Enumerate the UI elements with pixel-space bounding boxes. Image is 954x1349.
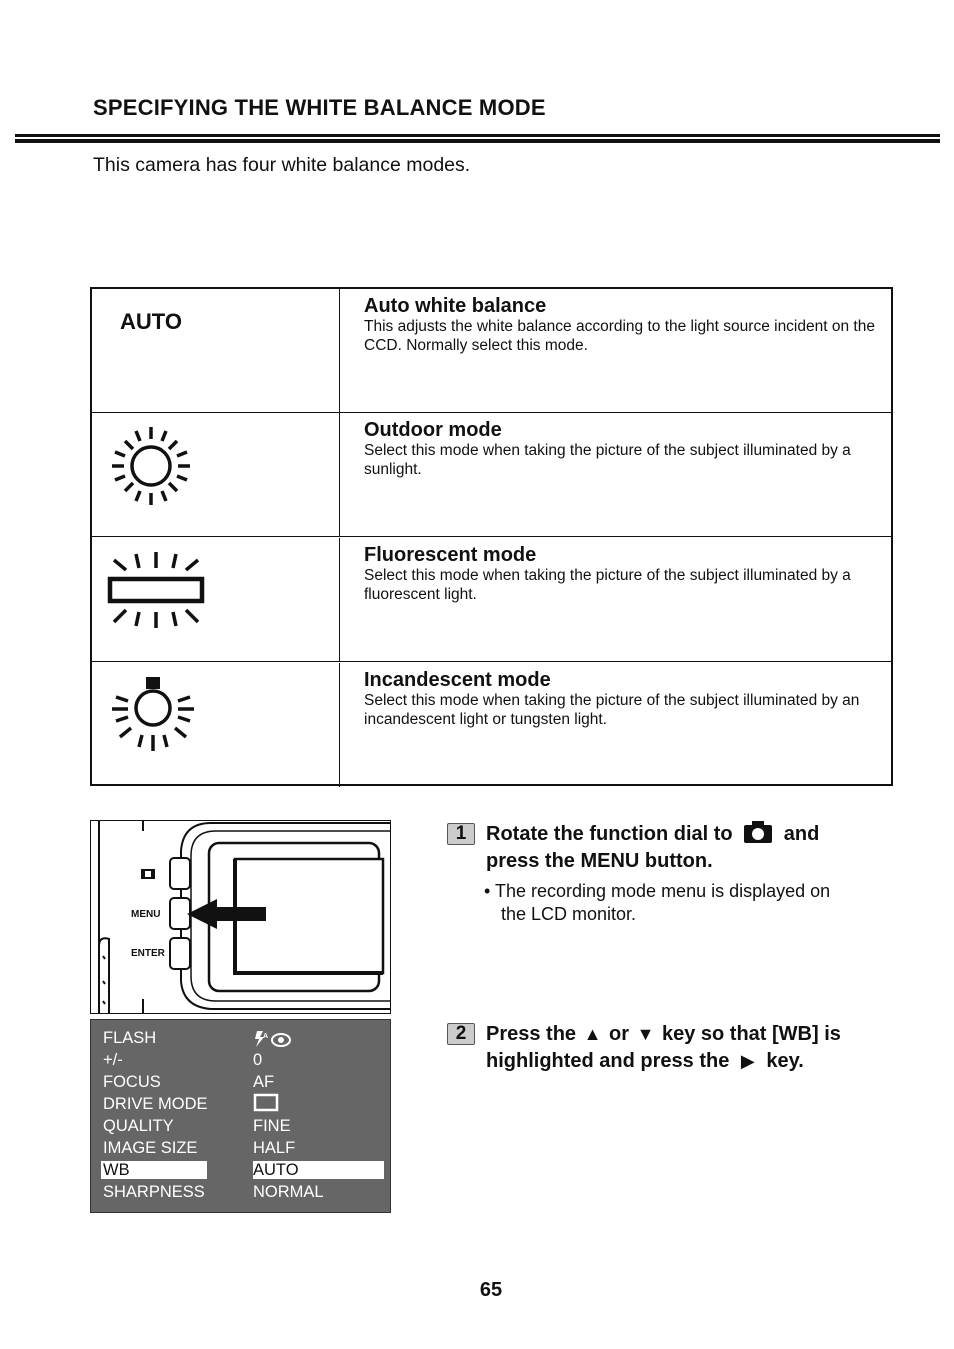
menu-row [91,1115,390,1137]
svg-text:A: A [263,1033,269,1040]
wb-mode-title: Outdoor mode [364,419,502,441]
menu-row [91,1181,390,1203]
white-balance-table [90,287,893,786]
step-number: 1 [447,823,475,845]
title-rule-thick [15,139,940,143]
camera-icon [744,821,772,851]
step-2-text-line2 [486,1048,804,1075]
wb-icon-cell [92,413,340,536]
wb-row-outdoor [92,413,891,537]
menu-key: QUALITY [103,1117,174,1135]
up-arrow-icon: ▲ [583,1024,602,1044]
wb-icon-cell [92,289,340,412]
step-text: Rotate the function dial to [486,823,733,845]
wb-mode-description: This adjusts the white balance according to the light source incident on the CCD. Normally select this mode. [364,318,875,354]
wb-mode-title: Auto white balance [364,295,547,317]
menu-key: WB [101,1161,207,1179]
step-1-text [486,821,819,851]
page-title: SPECIFYING THE WHITE BALANCE MODE [93,95,546,120]
page-number: 65 [479,1279,503,1301]
wb-row-fluorescent [92,538,891,662]
menu-row [91,1093,390,1115]
wb-row-incandescent [92,663,891,787]
step-text: Press the [486,1023,577,1045]
step-text: highlighted and press the [486,1050,730,1072]
menu-row [91,1049,390,1071]
sun-icon [106,421,196,511]
step-text: and [783,823,820,845]
menu-value: FINE [253,1117,291,1135]
step-text: key. [766,1050,804,1072]
menu-key: +/- [103,1051,123,1069]
auto-label: AUTO [120,309,182,334]
wb-icon-cell [92,538,340,661]
step-text: press the MENU button. [486,850,713,872]
menu-button-label: MENU [131,909,161,920]
recording-menu-screen [90,1019,391,1213]
wb-mode-title: Fluorescent mode [364,544,537,566]
menu-key: DRIVE MODE [103,1095,208,1113]
menu-value: NORMAL [253,1183,324,1201]
menu-row-highlighted [91,1159,390,1181]
wb-icon-cell [92,663,340,787]
menu-key: IMAGE SIZE [103,1139,198,1157]
step-text: key so that [WB] is [661,1023,841,1045]
title-rule [15,134,940,137]
step-text: or [609,1023,630,1045]
down-arrow-icon: ▼ [636,1024,655,1044]
step-note: the LCD monitor. [501,904,637,924]
wb-row-auto [92,289,891,413]
menu-key: SHARPNESS [103,1183,205,1201]
wb-mode-title: Incandescent mode [364,669,551,691]
menu-value: 0 [253,1051,263,1069]
menu-key: FOCUS [103,1073,161,1091]
enter-button-label: ENTER [131,948,165,959]
menu-key: FLASH [103,1029,157,1047]
menu-value: HALF [253,1139,296,1157]
step-2-text [486,1021,841,1048]
intro-text: This camera has four white balance modes. [93,154,471,176]
step-number: 2 [447,1023,475,1045]
right-arrow-icon: ▶ [740,1051,755,1071]
camera-back-illustration [90,820,391,1014]
wb-mode-description: Select this mode when taking the picture of the subject illuminated by a sunlight. [364,442,851,478]
fluorescent-icon [106,546,206,636]
wb-mode-description: Select this mode when taking the picture of the subject illuminated by an incandescent light or tungsten light. [364,692,860,728]
menu-row [91,1137,390,1159]
menu-row [91,1071,390,1093]
menu-value: AUTO [253,1161,384,1179]
menu-row [91,1027,390,1049]
wb-mode-description: Select this mode when taking the picture of the subject illuminated by a fluorescent light. [364,567,851,603]
menu-value: AF [253,1073,275,1091]
bulb-icon [106,671,206,763]
step-note: • The recording mode menu is displayed on [484,881,831,901]
